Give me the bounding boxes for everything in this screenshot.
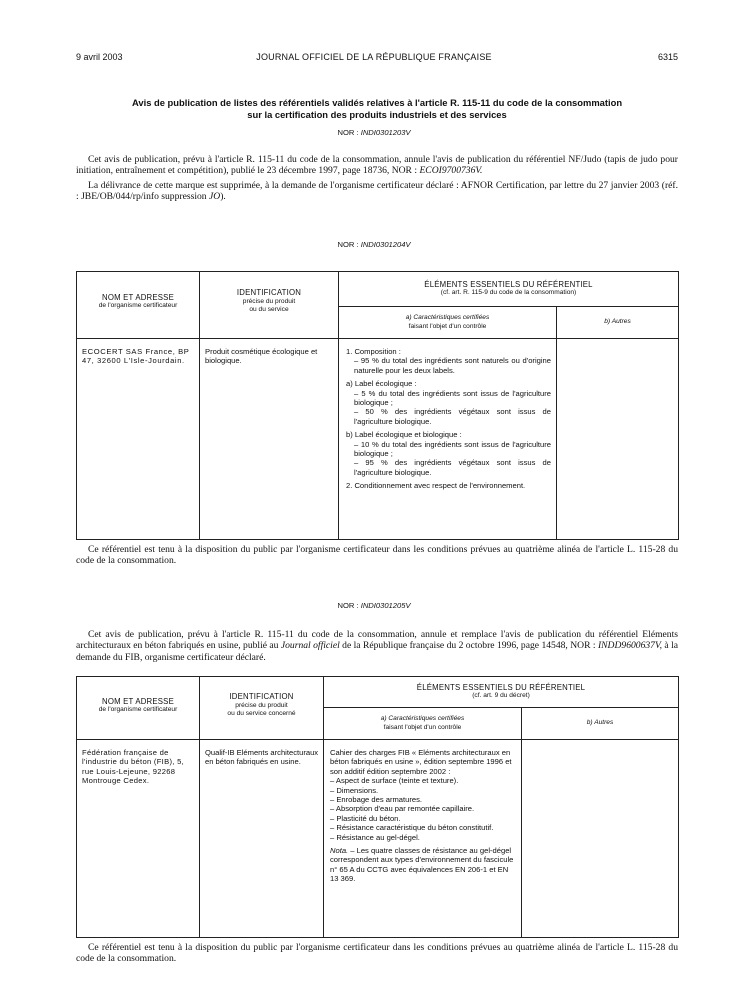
table1-header-elements-title: ÉLÉMENTS ESSENTIELS DU RÉFÉRENTIEL	[424, 279, 593, 289]
table2-header-org	[77, 677, 200, 740]
section3-paragraph-text-c: de la République française du 2 octobre 1996, page 14548, NOR :	[342, 640, 596, 652]
table2-intro: Cahier des charges FIB « Eléments architecturaux en béton fabriqués en usine », édition septembre 1996 et son additif édition septembre 2002 :	[330, 748, 512, 776]
table2-header-identification-title: IDENTIFICATION	[229, 692, 294, 702]
table2-item-7: – Résistance au gel-dégel.	[330, 832, 420, 842]
table2-header-others	[522, 708, 679, 740]
section2-footer: Ce référentiel est tenu à la disposition du public par l'organisme certificateur dans les conditions prévues au quatrième alinéa de l'article L. 115-28 du code de la consommation.	[76, 544, 678, 567]
table2-others-cell	[522, 740, 679, 938]
header-page-number: 6315	[657, 52, 678, 62]
table1-header-org	[77, 272, 200, 339]
nor-label: NOR :	[337, 240, 359, 249]
table2-header-elements	[324, 677, 679, 708]
table1-item-4: – 5 % du total des ingrédients sont issus de l'agriculture biologique ;	[354, 388, 551, 408]
nor-label: NOR :	[337, 128, 359, 137]
table2-item-3: – Enrobage des armatures.	[330, 795, 423, 805]
table2-header-certified-2: faisant l'objet d'un contrôle	[383, 723, 462, 731]
section3-paragraph-text-a: Cet avis de publication, prévu à l'article R. 115-11 du code de la consommation, annule et remplace l'avis de publication du référentiel Eléments architecturaux en béton fabriqués en usine, publié au	[76, 629, 678, 652]
table1-header-identification-title: IDENTIFICATION	[236, 288, 302, 298]
table2-item-4: – Absorption d'eau par remontée capillaire.	[330, 804, 475, 814]
section1-paragraph-2	[76, 180, 678, 203]
header-journal-title: JOURNAL OFFICIEL DE LA RÉPUBLIQUE FRANÇAISE	[256, 52, 492, 62]
table1-header-identification	[200, 272, 339, 339]
section3-paragraph-text-e: à la demande du FIB, organisme certificateur déclaré.	[76, 640, 679, 663]
table1-others-cell	[557, 339, 679, 540]
table2-product-text: Qualif-IB Eléments architecturaux en béton fabriqués en usine.	[205, 748, 319, 767]
table2-item-6: – Résistance caractéristique du béton constitutif.	[330, 823, 494, 833]
section3-paragraph	[76, 629, 678, 663]
table2-header-org-subtitle: de l'organisme certificateur	[98, 706, 178, 713]
table1-header-elements	[339, 272, 679, 307]
table2-header-certified	[324, 708, 522, 740]
section3-footer: Ce référentiel est tenu à la disposition du public par l'organisme certificateur dans les conditions prévues au quatrième alinéa de l'article L. 115-28 du code de la consommation.	[76, 942, 678, 965]
table1-header-identification-sub1: précise du produit	[242, 297, 296, 305]
table1-item-7: – 10 % du total des ingrédients sont issus de l'agriculture biologique ;	[354, 439, 551, 459]
notice-title-line-2: sur la certification des produits industriels et des services	[247, 108, 507, 120]
table2-org-cell	[77, 740, 200, 938]
table1-item-6: b) Label écologique et biologique :	[346, 430, 462, 440]
table1-header-certified-1: a) Caractéristiques certifiées	[405, 314, 490, 322]
referentiel-table-2	[76, 676, 679, 938]
table2-item-1: – Aspect de surface (teinte et texture).	[330, 776, 459, 786]
header-date: 9 avril 2003	[76, 52, 123, 62]
section1-paragraph-1-code: ECOI9700736V.	[419, 165, 483, 177]
table1-item-2: – 95 % du total des ingrédients sont naturels ou d'origine naturelle pour les deux labels.	[354, 356, 551, 375]
table1-item-3: a) Label écologique :	[346, 379, 417, 389]
table2-characteristics-cell	[324, 740, 522, 938]
table1-item-1: 1. Composition :	[346, 347, 401, 356]
table1-item-5: – 50 % des ingrédients végétaux sont issus de l'agriculture biologique.	[354, 407, 551, 426]
table2-item-2: – Dimensions.	[330, 785, 379, 795]
table2-org-text: Fédération française de l'industrie du béton (FIB), 5, rue Louis-Lejeune, 92268 Montrouge Cedex.	[82, 748, 185, 786]
table1-header-identification-sub2: ou du service	[249, 306, 289, 314]
nor-reference-2	[0, 240, 748, 249]
nor-code: INDI0301204V	[360, 240, 411, 249]
referentiel-table-1	[76, 271, 679, 540]
table1-characteristics-cell	[339, 339, 557, 540]
table2-product-cell	[200, 740, 324, 938]
section1-paragraph-2-jo: JO	[209, 191, 221, 203]
table2-header-elements-subtitle: (cf. art. 9 du décret)	[472, 692, 530, 699]
nor-reference-1	[0, 128, 748, 137]
table2-header-elements-title: ÉLÉMENTS ESSENTIELS DU RÉFÉRENTIEL	[416, 682, 586, 692]
section1-paragraph-2-end: ).	[220, 191, 226, 203]
nor-code: INDI0301205V	[360, 601, 411, 610]
table1-header-certified-2: faisant l'objet d'un contrôle	[408, 322, 487, 330]
table2-note-label: Nota.	[330, 846, 349, 856]
table1-header-org-subtitle: de l'organisme certificateur	[98, 302, 178, 309]
section1-paragraph-2-text: La délivrance de cette marque est supprimée, à la demande de l'organisme certificateur déclaré : AFNOR Certification, par lettre du 27 janvier 2003 (réf. : JBE/OB/044/rp/info suppression	[76, 180, 678, 203]
table1-item-8: – 95 % des ingrédients végétaux sont issus de l'agriculture biologique.	[354, 458, 551, 477]
table1-header-org-title: NOM ET ADRESSE	[102, 292, 174, 302]
notice-title	[76, 97, 678, 120]
table1-header-elements-subtitle: (cf. art. R. 115-9 du code de la consommation)	[440, 289, 577, 296]
notice-title-line-1: Avis de publication de listes des référentiels validés relatives à l'article R. 115-11 du code de la consommation	[131, 97, 623, 108]
table1-header-others-text: b) Autres	[604, 318, 631, 326]
section1-paragraph-1	[76, 154, 678, 177]
nor-reference-3	[0, 601, 748, 610]
table1-org-cell	[77, 339, 200, 540]
table2-header-identification-sub2: ou du service concerné	[227, 710, 296, 718]
table2-header-identification-sub1: précise du produit	[235, 701, 288, 709]
table2-header-identification	[200, 677, 324, 740]
section3-paragraph-journal: Journal officiel	[280, 640, 340, 652]
nor-label: NOR :	[337, 601, 359, 610]
table1-item-9: 2. Conditionnement avec respect de l'environnement.	[346, 481, 526, 491]
table2-header-org-title: NOM ET ADRESSE	[102, 696, 174, 706]
table1-org-text: ECOCERT SAS France, BP 47, 32600 L'Isle-Jourdain.	[82, 347, 190, 366]
table1-product-cell	[200, 339, 339, 540]
section3-paragraph-code: INDD9600637V,	[597, 640, 663, 652]
table1-product-text: Produit cosmétique écologique et biologique.	[205, 347, 318, 366]
table2-header-certified-1: a) Caractéristiques certifiées	[380, 715, 465, 723]
table2-item-5: – Plasticité du béton.	[330, 813, 401, 823]
table1-header-certified	[339, 307, 557, 339]
table2-note-text: – Les quatre classes de résistance au gel-dégel correspondent aux types d'environnement du fascicule n° 65 A du CCTG avec équivalences EN 206-1 et EN 13 369.	[330, 846, 514, 884]
table1-header-others	[557, 307, 679, 339]
nor-code: INDI0301203V	[360, 128, 411, 137]
table2-note	[330, 846, 516, 884]
table2-header-others-text: b) Autres	[586, 719, 614, 727]
section1-paragraph-1-text: Cet avis de publication, prévu à l'article R. 115-11 du code de la consommation, annule l'avis de publication du référentiel NF/Judo (tapis de judo pour initiation, entraînement et compétition), publié le 23 décembre 1997, page 18736, NOR :	[76, 154, 678, 177]
